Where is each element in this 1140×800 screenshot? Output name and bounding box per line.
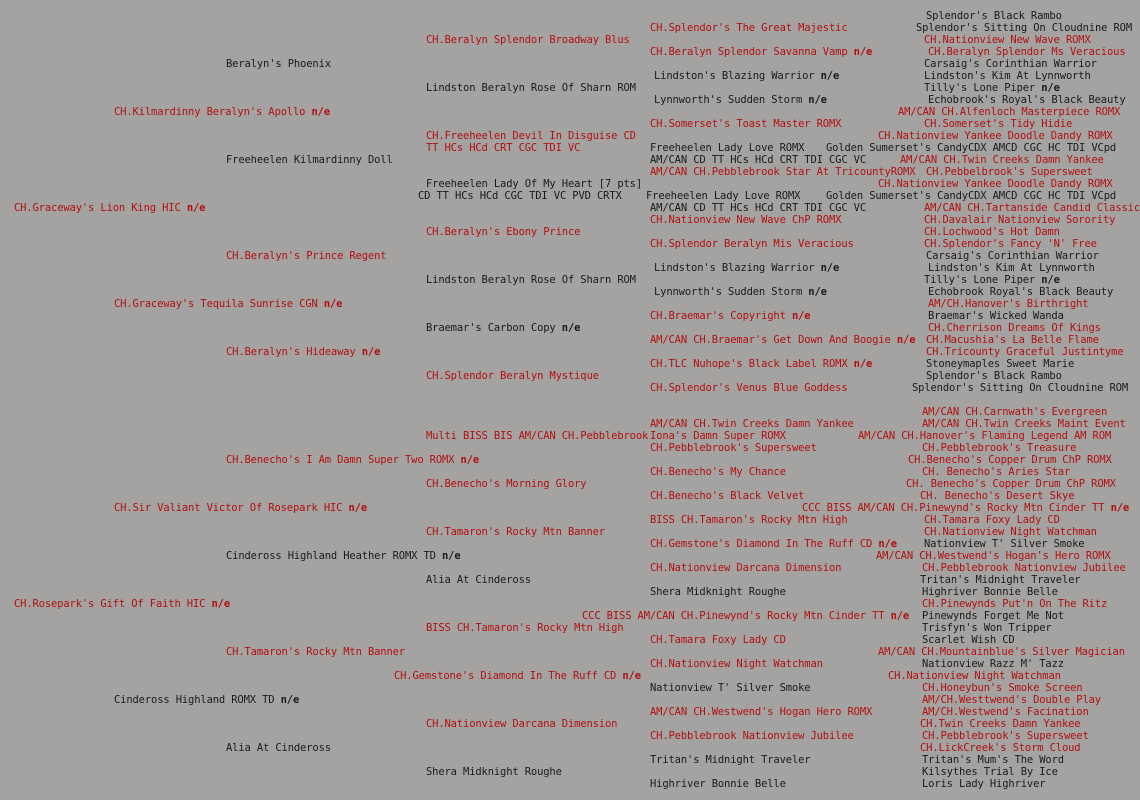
dog-entry xyxy=(908,454,1112,466)
dog-entry xyxy=(650,202,866,214)
dog-entry xyxy=(426,526,605,538)
dog-entry xyxy=(922,730,1089,742)
dog-entry xyxy=(582,610,909,622)
dog-entry xyxy=(394,670,641,682)
dog-entry xyxy=(114,106,330,118)
dog-name: CH.Freeheelen Devil In Disguise CD xyxy=(426,130,636,142)
dog-name: CH.Nationview Yankee Doodle Dandy ROMX xyxy=(878,130,1113,142)
dog-name: Carsaig's Corinthian Warrior xyxy=(924,58,1097,70)
dog-name: Tilly's Lone Piper xyxy=(924,274,1036,286)
ne-marker: n/e xyxy=(1041,82,1060,94)
dog-name: Lindston Beralyn Rose Of Sharn ROM xyxy=(426,82,636,94)
dog-entry xyxy=(928,310,1064,322)
dog-entry xyxy=(426,34,630,46)
dog-name: Lindston Beralyn Rose Of Sharn ROM xyxy=(426,274,636,286)
dog-name: CH.Graceway's Lion King HIC xyxy=(14,202,181,214)
dog-name: CH.Lochwood's Hot Damn xyxy=(924,226,1060,238)
dog-entry xyxy=(650,754,810,766)
dog-entry xyxy=(928,298,1088,310)
dog-name: CH.Splendor's Venus Blue Goddess xyxy=(650,382,848,394)
dog-name: Golden Sumerset's CandyCDX AMCD CGC HC TDI VCpd xyxy=(826,190,1117,202)
dog-name: Splendor's Black Rambo xyxy=(926,370,1062,382)
ne-marker: n/e xyxy=(561,322,581,334)
dog-name: CH.Tamara Foxy Lady CD xyxy=(924,514,1060,526)
dog-name: Lynnworth's Sudden Storm xyxy=(654,286,803,298)
dog-name: AM/CAN CH.Carnwath's Evergreen xyxy=(922,406,1108,418)
dog-entry xyxy=(924,514,1060,526)
dog-entry xyxy=(650,334,915,346)
dog-entry xyxy=(654,70,839,82)
dog-name: AM/CH.Westtwend's Double Play xyxy=(922,694,1101,706)
dog-entry xyxy=(426,430,648,442)
dog-name: CH.Benecho's Black Velvet xyxy=(650,490,805,502)
dog-entry xyxy=(924,214,1115,226)
dog-entry xyxy=(426,130,636,142)
dog-entry xyxy=(926,250,1099,262)
dog-entry xyxy=(924,118,1072,130)
ne-marker: n/e xyxy=(186,202,206,214)
dog-name: Nationview T' Silver Smoke xyxy=(924,538,1085,550)
dog-entry xyxy=(650,382,848,394)
dog-entry xyxy=(924,274,1060,286)
dog-entry xyxy=(226,346,380,358)
dog-name: CH.Nationview Night Watchman xyxy=(650,658,823,670)
dog-name: CH.Beralyn Splendor Savanna Vamp xyxy=(650,46,848,58)
dog-name: AM/CH.Hanover's Birthright xyxy=(928,298,1089,310)
dog-name: Freeheelen Lady Love ROMX xyxy=(650,142,805,154)
dog-entry xyxy=(650,154,866,166)
dog-entry xyxy=(926,346,1124,358)
dog-name: Nationview Razz M' Tazz xyxy=(922,658,1064,670)
dog-name: Carsaig's Corinthian Warrior xyxy=(926,250,1099,262)
dog-name: Echobrook Royal's Black Beauty xyxy=(928,286,1114,298)
dog-name: Nationview T' Silver Smoke xyxy=(650,682,811,694)
dog-name: CH.Pebblebrook's Treasure xyxy=(922,442,1077,454)
dog-entry xyxy=(650,778,786,790)
dog-entry xyxy=(826,142,1116,154)
dog-name: Loris Lady Highriver xyxy=(922,778,1046,790)
dog-name: Multi BISS BIS AM/CAN CH.Pebblebrook xyxy=(426,430,649,442)
dog-entry xyxy=(900,154,1104,166)
dog-name: Freeheelen Lady Of My Heart [7 pts] xyxy=(426,178,643,190)
dog-name: Pinewynds Forget Me Not xyxy=(922,610,1064,622)
dog-name: CH.Beralyn Splendor Broadway Blus xyxy=(426,34,630,46)
ne-marker: n/e xyxy=(1041,274,1060,286)
dog-entry xyxy=(650,238,854,250)
ne-marker: n/e xyxy=(622,670,641,682)
dog-entry xyxy=(650,538,897,550)
dog-name: Splendor's Sitting On Cloudnine ROM xyxy=(916,22,1133,34)
dog-entry xyxy=(928,286,1113,298)
dog-name: CH.Tamara Foxy Lady CD xyxy=(650,634,786,646)
dog-entry xyxy=(650,442,817,454)
dog-entry xyxy=(922,694,1101,706)
dog-entry xyxy=(650,586,786,598)
dog-entry xyxy=(226,454,479,466)
dog-entry xyxy=(922,418,1126,430)
dog-name: AM/CAN CH.Tartanside Candid Classic xyxy=(924,202,1140,214)
dog-entry xyxy=(426,370,599,382)
dog-name: CH. Benecho's Copper Drum ChP ROMX xyxy=(906,478,1116,490)
ne-marker: n/e xyxy=(853,46,873,58)
dog-entry xyxy=(226,58,331,70)
dog-entry xyxy=(650,166,915,178)
dog-entry xyxy=(922,682,1082,694)
ne-marker: n/e xyxy=(1110,502,1130,514)
dog-entry xyxy=(922,622,1052,634)
dog-name: CH.Splendor's The Great Majestic xyxy=(650,22,848,34)
dog-name: CH.Beralyn's Prince Regent xyxy=(226,250,387,262)
dog-entry xyxy=(922,466,1070,478)
dog-entry xyxy=(920,574,1080,586)
dog-entry xyxy=(924,70,1091,82)
dog-name: CH.Gemstone's Diamond In The Ruff CD xyxy=(650,538,873,550)
dog-entry xyxy=(426,478,586,490)
dog-entry xyxy=(928,94,1126,106)
dog-entry xyxy=(916,22,1132,34)
dog-name: Beralyn's Phoenix xyxy=(226,58,331,70)
dog-name: CH.Sir Valiant Victor Of Rosepark HIC xyxy=(114,502,343,514)
dog-name: CH.Nationview Darcana Dimension xyxy=(426,718,618,730)
dog-name: Trisfyn's Won Tripper xyxy=(922,622,1052,634)
dog-name: CH.Splendor Beralyn Mystique xyxy=(426,370,599,382)
dog-entry xyxy=(650,466,786,478)
dog-entry xyxy=(928,262,1095,274)
dog-name: CH.Benecho's Morning Glory xyxy=(426,478,587,490)
dog-name: CH.Pinewynds Put'n On The Ritz xyxy=(922,598,1108,610)
dog-entry xyxy=(650,658,823,670)
dog-entry xyxy=(650,562,841,574)
dog-name: BISS CH.Tamaron's Rocky Mtn High xyxy=(650,514,848,526)
dog-name: AM/CAN CH.Mountainblue's Silver Magician xyxy=(878,646,1125,658)
ne-marker: n/e xyxy=(890,610,910,622)
dog-name: Freeheelen Lady Love ROMX xyxy=(646,190,801,202)
dog-entry xyxy=(926,10,1062,22)
dog-name: Tritan's Midnight Traveler xyxy=(920,574,1081,586)
dog-entry xyxy=(226,646,405,658)
dog-entry xyxy=(226,154,393,166)
dog-name: AM/CAN CH.Twin Creeks Damn Yankee xyxy=(650,418,854,430)
dog-entry xyxy=(878,178,1113,190)
dog-entry xyxy=(922,610,1064,622)
dog-name: CH.Kilmardinny Beralyn's Apollo xyxy=(114,106,306,118)
dog-entry xyxy=(920,490,1074,502)
dog-entry xyxy=(878,646,1125,658)
dog-entry xyxy=(14,202,205,214)
dog-entry xyxy=(922,442,1076,454)
dog-name: CH.Macushia's La Belle Flame xyxy=(926,334,1099,346)
dog-entry xyxy=(922,766,1058,778)
dog-name: Tritan's Midnight Traveler xyxy=(650,754,811,766)
dog-name: CH. Benecho's Desert Skye xyxy=(920,490,1075,502)
dog-entry xyxy=(650,490,804,502)
dog-entry xyxy=(650,634,786,646)
dog-entry xyxy=(650,22,848,34)
dog-entry xyxy=(912,382,1128,394)
dog-entry xyxy=(226,250,386,262)
dog-entry xyxy=(924,238,1097,250)
dog-entry xyxy=(114,502,367,514)
ne-marker: n/e xyxy=(442,550,461,562)
dog-name: CH.LickCreek's Storm Cloud xyxy=(920,742,1081,754)
dog-name: Lindston's Kim At Lynnworth xyxy=(928,262,1095,274)
dog-name: AM/CAN CD TT HCs HCd CRT TDI CGC VC xyxy=(650,154,867,166)
dog-entry xyxy=(858,430,1111,442)
dog-entry xyxy=(426,82,636,94)
dog-entry xyxy=(654,94,827,106)
dog-name: BISS CH.Tamaron's Rocky Mtn High xyxy=(426,622,624,634)
dog-name: Golden Sumerset's CandyCDX AMCD CGC HC TDI VCpd xyxy=(826,142,1117,154)
dog-entry xyxy=(906,478,1116,490)
dog-name: Highriver Bonnie Belle xyxy=(650,778,786,790)
ne-marker: n/e xyxy=(280,694,300,706)
dog-name: CH.Pebbelbrook's Supersweet xyxy=(926,166,1093,178)
dog-name: AM/CAN CH.Westwend's Hogan Hero ROMX xyxy=(650,706,873,718)
dog-entry xyxy=(928,46,1126,58)
dog-name: AM/CAN CH.Twin Creeks Maint Event xyxy=(922,418,1126,430)
dog-name: Braemar's Wicked Wanda xyxy=(928,310,1064,322)
dog-entry xyxy=(876,550,1111,562)
dog-entry xyxy=(920,742,1080,754)
dog-name: CH.Honeybun's Smoke Screen xyxy=(922,682,1083,694)
dog-entry xyxy=(888,670,1061,682)
ne-marker: n/e xyxy=(348,502,368,514)
dog-name: AM/CAN CH.Braemar's Get Down And Boogie xyxy=(650,334,891,346)
dog-entry xyxy=(650,358,872,370)
dog-name: AM/CAN CH.Hanover's Flaming Legend AM ROM xyxy=(858,430,1112,442)
ne-marker: n/e xyxy=(791,310,811,322)
dog-name: CH.Pebblebrook Nationview Jubilee xyxy=(650,730,854,742)
dog-entry xyxy=(418,190,622,202)
dog-name: Scarlet Wish CD xyxy=(922,634,1015,646)
dog-entry xyxy=(646,190,800,202)
dog-name: CH.Pebblebrook's Supersweet xyxy=(922,730,1089,742)
ne-marker: n/e xyxy=(896,334,916,346)
dog-entry xyxy=(924,226,1060,238)
dog-entry xyxy=(924,526,1097,538)
dog-name: Lindston's Blazing Warrior xyxy=(654,262,815,274)
dog-name: Echobrook's Royal's Black Beauty xyxy=(928,94,1126,106)
dog-name: CH.Braemar's Copyright xyxy=(650,310,786,322)
dog-name: Shera Midknight Roughe xyxy=(426,766,562,778)
dog-entry xyxy=(922,658,1064,670)
dog-entry xyxy=(650,142,804,154)
dog-name: CCC BISS AM/CAN CH.Pinewynd's Rocky Mtn Cinder TT xyxy=(582,610,885,622)
dog-entry xyxy=(226,742,331,754)
dog-name: CH.Twin Creeks Damn Yankee xyxy=(920,718,1081,730)
dog-name: CH.Nationview Darcana Dimension xyxy=(650,562,842,574)
dog-name: CH.Beralyn's Hideaway xyxy=(226,346,356,358)
dog-name: CH.Beralyn Splendor Ms Veracious xyxy=(928,46,1126,58)
dog-entry xyxy=(926,166,1093,178)
dog-entry xyxy=(826,190,1116,202)
dog-entry xyxy=(426,142,580,154)
dog-entry xyxy=(924,34,1091,46)
dog-entry xyxy=(650,730,854,742)
dog-name: CH.Nationview New Wave ChP ROMX xyxy=(650,214,842,226)
dog-entry xyxy=(650,214,841,226)
dog-name: Lindston's Kim At Lynnworth xyxy=(924,70,1091,82)
dog-entry xyxy=(426,322,580,334)
ne-marker: n/e xyxy=(323,298,343,310)
ne-marker: n/e xyxy=(460,454,480,466)
dog-name: CH.Splendor Beralyn Mis Veracious xyxy=(650,238,854,250)
dog-name: Braemar's Carbon Copy xyxy=(426,322,556,334)
dog-entry xyxy=(426,226,580,238)
dog-entry xyxy=(922,634,1015,646)
dog-name: CH.Rosepark's Gift Of Faith HIC xyxy=(14,598,206,610)
ne-marker: n/e xyxy=(853,358,873,370)
dog-entry xyxy=(650,118,841,130)
dog-entry xyxy=(650,514,848,526)
dog-entry xyxy=(650,682,810,694)
dog-entry xyxy=(426,766,562,778)
dog-entry xyxy=(926,358,1074,370)
dog-name: CH.Pebblebrook Nationview Jubilee xyxy=(922,562,1126,574)
dog-name: Lindston's Blazing Warrior xyxy=(654,70,815,82)
dog-entry xyxy=(650,46,872,58)
dog-name: CH.Somerset's Tidy Hidie xyxy=(924,118,1073,130)
dog-name: CH.Davalair Nationview Sorority xyxy=(924,214,1116,226)
dog-entry xyxy=(650,310,810,322)
ne-marker: n/e xyxy=(211,598,231,610)
dog-entry xyxy=(114,694,299,706)
dog-entry xyxy=(920,718,1080,730)
dog-name: AM/CH.Westwend's Facination xyxy=(922,706,1089,718)
dog-entry xyxy=(650,430,786,442)
dog-entry xyxy=(426,718,617,730)
dog-name: AM/CAN CH.Alfenloch Masterpiece ROMX xyxy=(898,106,1121,118)
dog-entry xyxy=(650,418,854,430)
dog-name: CH.Benecho's Copper Drum ChP ROMX xyxy=(908,454,1112,466)
dog-entry xyxy=(878,130,1113,142)
dog-name: CH.Nationview New Wave ROMX xyxy=(924,34,1091,46)
dog-name: Shera Midknight Roughe xyxy=(650,586,786,598)
dog-entry xyxy=(926,370,1062,382)
dog-entry xyxy=(924,58,1097,70)
dog-name: Highriver Bonnie Belle xyxy=(922,586,1058,598)
dog-name: Cindeross Highland ROMX TD xyxy=(114,694,275,706)
dog-name: Splendor's Black Rambo xyxy=(926,10,1062,22)
dog-name: CH.Nationview Yankee Doodle Dandy ROMX xyxy=(878,178,1113,190)
ne-marker: n/e xyxy=(878,538,897,550)
ne-marker: n/e xyxy=(361,346,381,358)
dog-name: Lynnworth's Sudden Storm xyxy=(654,94,803,106)
dog-name: Tilly's Lone Piper xyxy=(924,82,1036,94)
dog-name: CH.Tamaron's Rocky Mtn Banner xyxy=(226,646,405,658)
dog-name: AM/CAN CD TT HCs HCd CRT TDI CGC VC xyxy=(650,202,867,214)
dog-entry xyxy=(922,706,1089,718)
dog-entry xyxy=(426,574,531,586)
dog-name: Iona's Damn Super ROMX xyxy=(650,430,786,442)
dog-entry xyxy=(922,562,1126,574)
ne-marker: n/e xyxy=(820,70,840,82)
dog-name: CH.Graceway's Tequila Sunrise CGN xyxy=(114,298,318,310)
dog-name: CH.Splendor's Fancy 'N' Free xyxy=(924,238,1097,250)
dog-entry xyxy=(426,622,624,634)
dog-name: Alia At Cindeross xyxy=(226,742,331,754)
dog-name: Freeheelen Kilmardinny Doll xyxy=(226,154,393,166)
dog-name: CH.Benecho's My Chance xyxy=(650,466,786,478)
dog-entry xyxy=(226,550,461,562)
ne-marker: n/e xyxy=(808,286,827,298)
dog-name: CH.TLC Nuhope's Black Label ROMX xyxy=(650,358,848,370)
dog-entry xyxy=(926,334,1099,346)
dog-name: CH.Gemstone's Diamond In The Ruff CD xyxy=(394,670,617,682)
dog-name: CH.Beralyn's Ebony Prince xyxy=(426,226,581,238)
dog-name: Tritan's Mum's The Word xyxy=(922,754,1064,766)
dog-entry xyxy=(650,706,872,718)
dog-entry xyxy=(898,106,1120,118)
dog-name: CH.Nationview Night Watchman xyxy=(888,670,1061,682)
dog-entry xyxy=(922,754,1064,766)
dog-entry xyxy=(922,598,1107,610)
dog-name: CH.Tamaron's Rocky Mtn Banner xyxy=(426,526,605,538)
dog-name: AM/CAN CH.Westwend's Hogan's Hero ROMX xyxy=(876,550,1111,562)
dog-entry xyxy=(426,274,636,286)
dog-name: CH. Benecho's Aries Star xyxy=(922,466,1071,478)
dog-name: CCC BISS AM/CAN CH.Pinewynd's Rocky Mtn Cinder TT xyxy=(802,502,1105,514)
dog-name: TT HCs HCd CRT CGC TDI VC xyxy=(426,142,581,154)
dog-entry xyxy=(922,586,1058,598)
dog-name: CH.Pebblebrook's Supersweet xyxy=(650,442,817,454)
dog-name: Splendor's Sitting On Cloudnine ROM xyxy=(912,382,1129,394)
dog-entry xyxy=(922,406,1107,418)
dog-entry xyxy=(924,202,1140,214)
dog-name: CH.Cherrison Dreams Of Kings xyxy=(928,322,1101,334)
dog-name: CH.Benecho's I Am Damn Super Two ROMX xyxy=(226,454,455,466)
dog-name: AM/CAN CH.Pebblebrook Star At TricountyROMX xyxy=(650,166,916,178)
dog-name: CD TT HCs HCd CGC TDI VC PVD CRTX xyxy=(418,190,622,202)
dog-entry xyxy=(802,502,1129,514)
dog-entry xyxy=(922,778,1045,790)
ne-marker: n/e xyxy=(820,262,840,274)
dog-name: CH.Tricounty Graceful Justintyme xyxy=(926,346,1124,358)
dog-entry xyxy=(654,286,827,298)
ne-marker: n/e xyxy=(808,94,827,106)
dog-name: Kilsythes Trial By Ice xyxy=(922,766,1058,778)
dog-entry xyxy=(14,598,230,610)
dog-entry xyxy=(924,82,1060,94)
dog-entry xyxy=(928,322,1101,334)
dog-entry xyxy=(654,262,839,274)
dog-entry xyxy=(114,298,342,310)
dog-name: Cindeross Highland Heather ROMX TD xyxy=(226,550,436,562)
dog-name: CH.Somerset's Toast Master ROMX xyxy=(650,118,842,130)
dog-name: AM/CAN CH.Twin Creeks Damn Yankee xyxy=(900,154,1104,166)
dog-entry xyxy=(426,178,642,190)
dog-name: Stoneymaples Sweet Marie xyxy=(926,358,1075,370)
dog-name: CH.Nationview Night Watchman xyxy=(924,526,1097,538)
dog-name: Alia At Cindeross xyxy=(426,574,531,586)
dog-entry xyxy=(924,538,1084,550)
ne-marker: n/e xyxy=(311,106,331,118)
